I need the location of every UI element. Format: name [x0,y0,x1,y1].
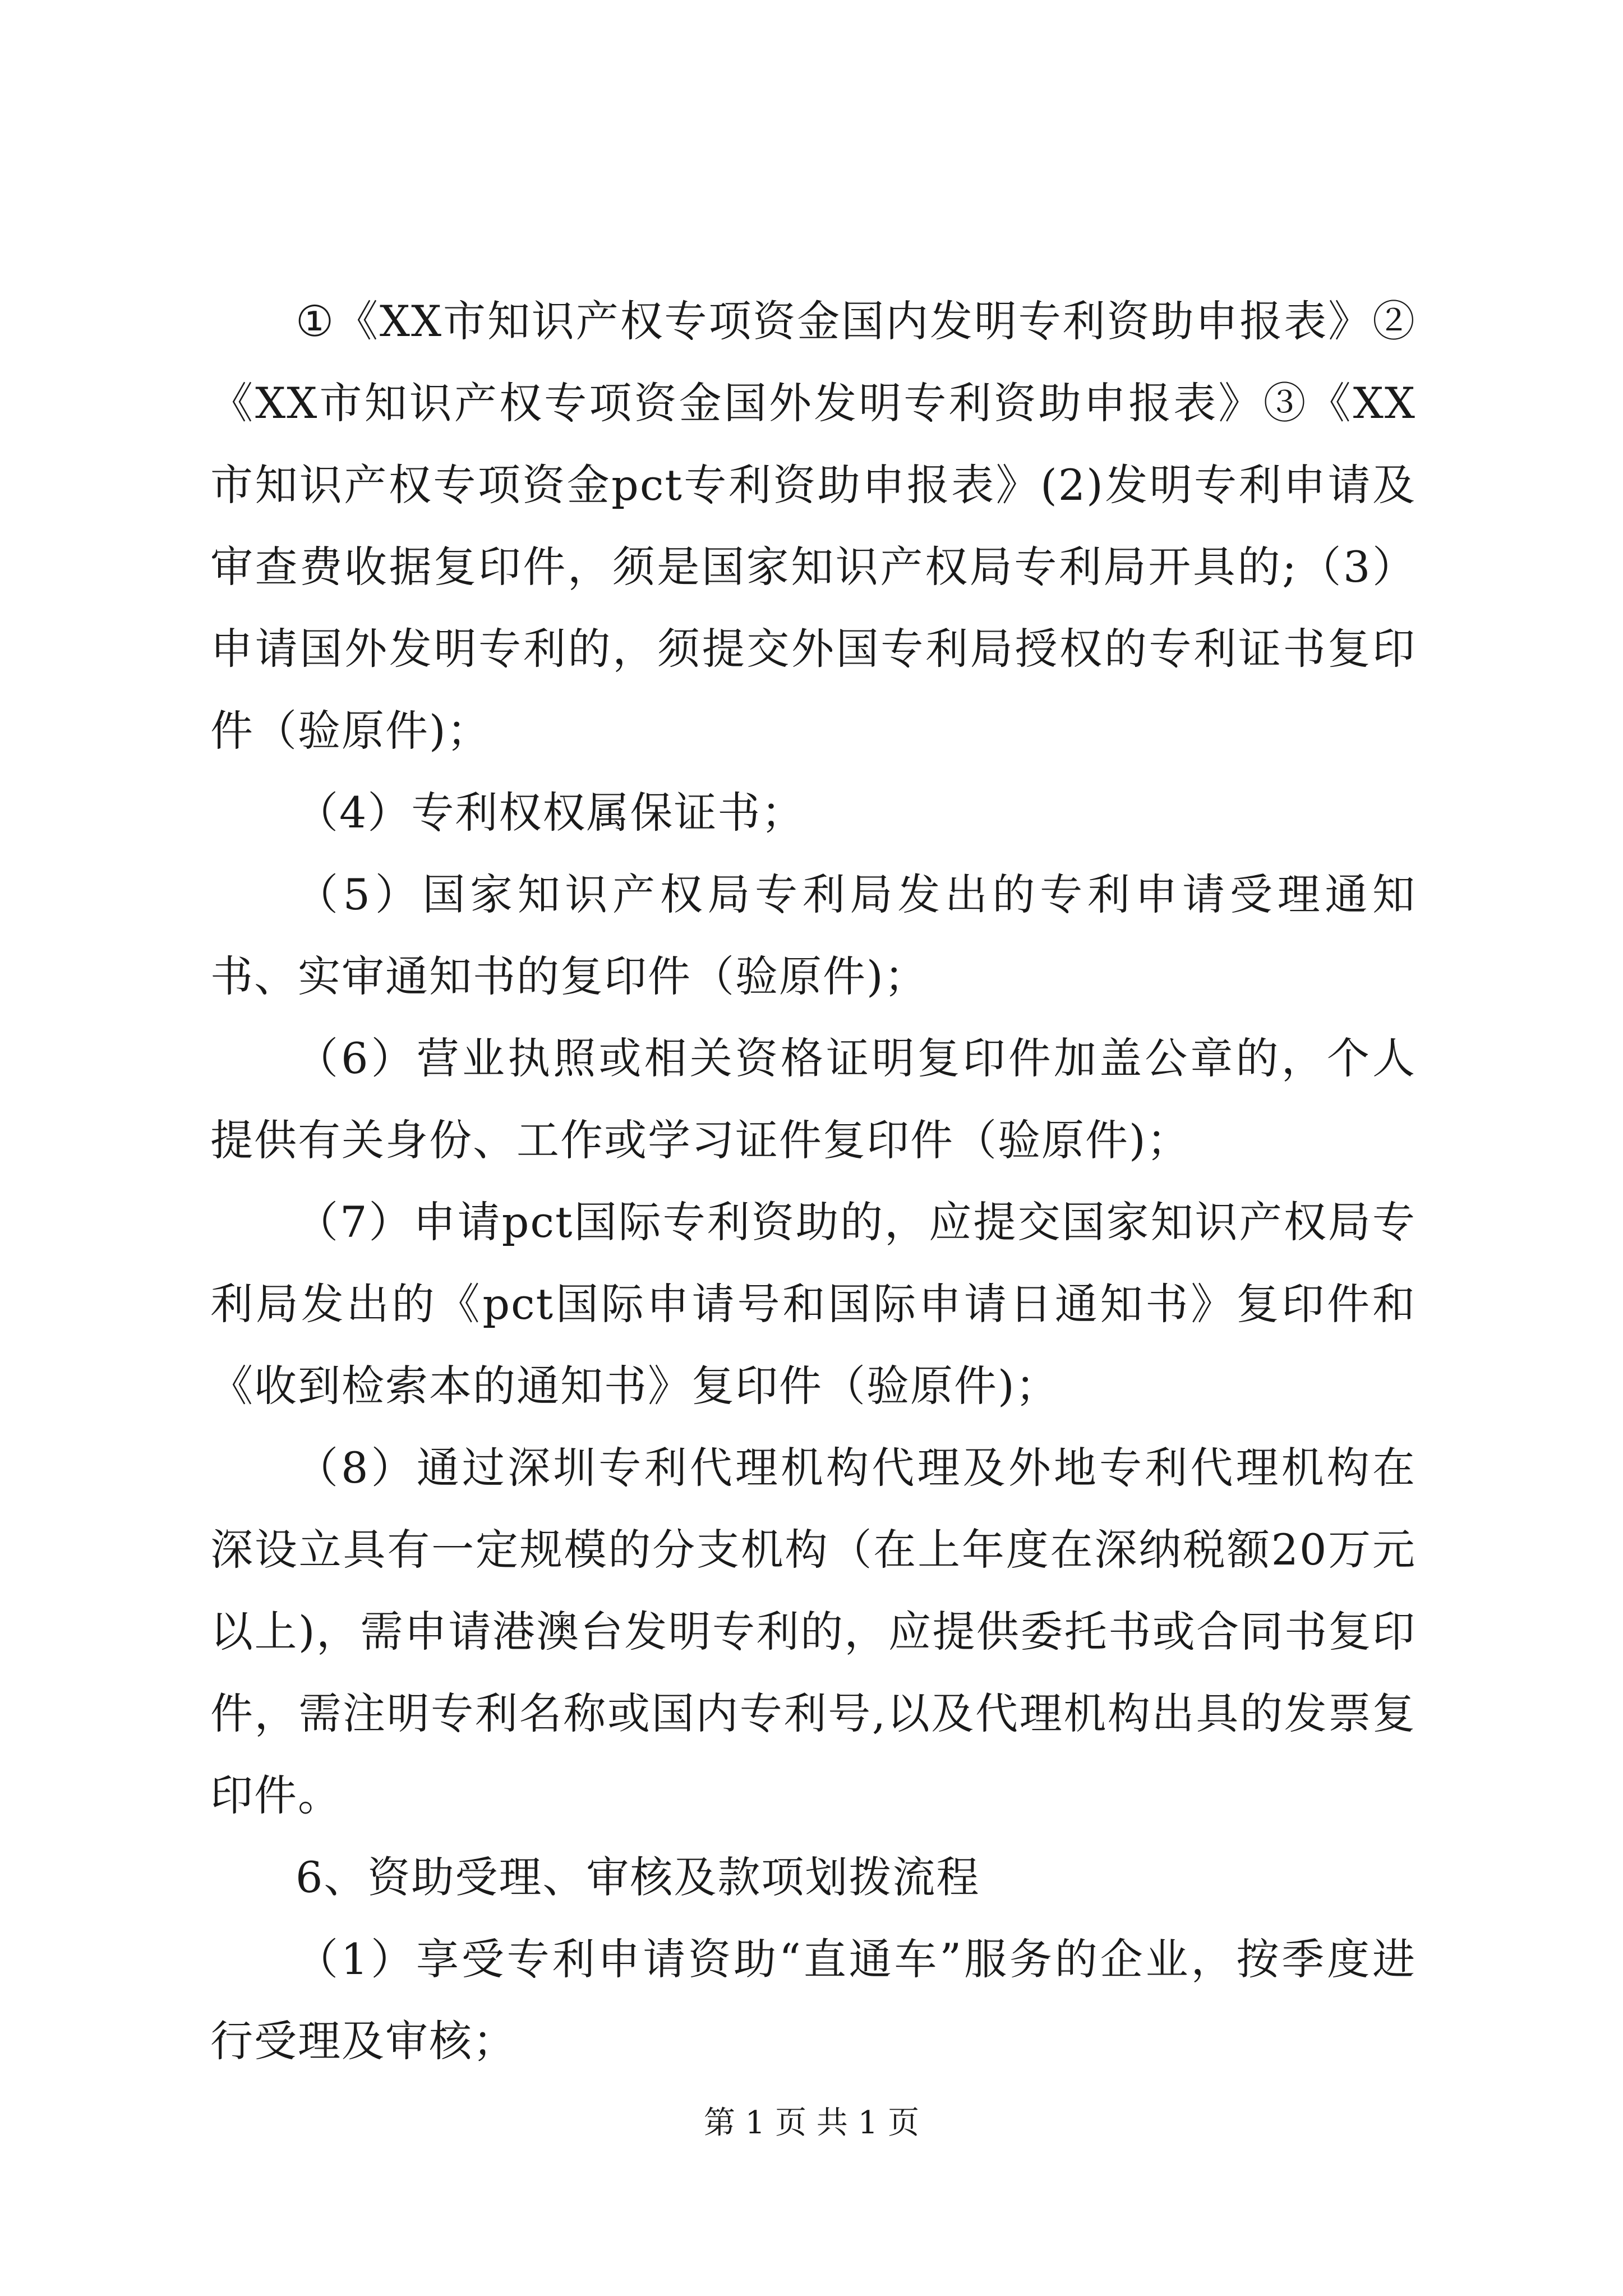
paragraph-item-8: （8）通过深圳专利代理机构代理及外地专利代理机构在深设立具有一定规模的分支机构（在上年度在深纳税额20万元以上)，需申请港澳台发明专利的，应提供委托书或合同书复印件，需注明专利名称或国内专利号,以及代理机构出具的发票复印件。 [210,1443,1416,1820]
paragraph-application-forms: ①《XX市知识产权专项资金国内发明专利资助申报表》②《XX市知识产权专项资金国外发明专利资助申报表》③《XX市知识产权专项资金pct专利资助申报表》(2)发明专利申请及审查费收据复印件，须是国家知识产权局专利局开具的;（3）申请国外发明专利的，须提交外国专利局授权的专利证书复印件（验原件)； [210,296,1416,756]
paragraph-item-7: （7）申请pct国际专利资助的，应提交国家知识产权局专利局发出的《pct国际申请号和国际申请日通知书》复印件和《收到检索本的通知书》复印件（验原件)； [210,1197,1416,1411]
paragraph-sub-item-1: （1）享受专利申请资助“直通车”服务的企业，按季度进行受理及审核； [210,1934,1416,2066]
document-body [210,280,1416,2082]
page-number-footer: 第 1 页 共 1 页 [703,2105,920,2141]
paragraph-item-6: （6）营业执照或相关资格证明复印件加盖公章的，个人提供有关身份、工作或学习证件复印件（验原件)； [210,1033,1416,1165]
paragraph-item-4: （4）专利权权属保证书； [296,788,805,838]
paragraph-item-5: （5）国家知识产权局专利局发出的专利申请受理通知书、实审通知书的复印件（验原件)； [210,869,1416,1001]
section-heading-6: 6、资助受理、审核及款项划拨流程 [296,1852,980,1902]
